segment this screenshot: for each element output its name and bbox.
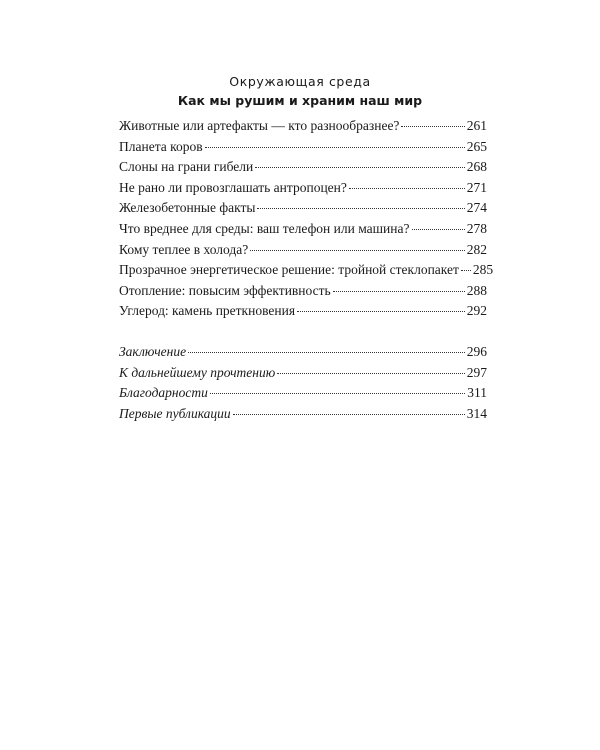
toc-entry-title: Отопление: повысим эффективность: [119, 282, 331, 298]
toc-dot-leader: [333, 291, 465, 292]
toc-entry: [119, 303, 487, 324]
toc-dot-leader: [461, 270, 471, 271]
toc-entry-title: Железобетонные факты: [119, 200, 256, 216]
section-subtitle: Как мы рушим и храним наш мир: [177, 93, 423, 108]
toc-entry-title: Животные или артефакты — кто разнообразнее?: [119, 118, 400, 133]
toc-entry-page: 271: [466, 179, 487, 195]
toc-dot-leader: [297, 311, 465, 312]
toc-entry-page: 274: [466, 200, 487, 216]
toc-entry: [119, 159, 487, 180]
toc-entry-page: 265: [466, 138, 487, 154]
toc-dot-leader: [412, 229, 465, 230]
back-matter-entry: [119, 344, 487, 365]
toc-entry: [119, 262, 494, 283]
back-matter-title: Первые публикации: [119, 405, 231, 421]
toc-list: [119, 118, 494, 324]
toc-dot-leader: [401, 126, 464, 127]
toc-dot-leader: [205, 147, 465, 148]
toc-entry-page: 285: [472, 262, 494, 278]
toc-dot-leader: [188, 352, 465, 353]
back-matter-entry: [119, 365, 487, 386]
back-matter-entry: [119, 385, 487, 406]
toc-entry: [119, 139, 487, 160]
back-matter-page: 296: [466, 344, 487, 359]
back-matter-page: 297: [466, 364, 487, 380]
toc-entry-page: 278: [466, 220, 487, 236]
toc-entry: [119, 180, 487, 201]
toc-entry-title: Прозрачное энергетическое решение: тройной стеклопакет: [119, 262, 459, 278]
toc-entry-title: Что вреднее для среды: ваш телефон или машина?: [119, 220, 410, 236]
toc-entry-title: Углерод: камень преткновения: [119, 303, 296, 319]
back-matter-title: Заключение: [119, 344, 187, 359]
back-matter-entry: [119, 406, 487, 427]
toc-entry-title: Слоны на грани гибели: [119, 159, 254, 175]
toc-entry: [119, 283, 487, 304]
toc-dot-leader: [250, 250, 465, 251]
toc-entry: [119, 221, 487, 242]
toc-entry-page: 292: [466, 303, 487, 319]
back-matter-page: 314: [466, 405, 487, 421]
toc-entry-page: 261: [466, 118, 487, 133]
back-matter-page: 311: [467, 385, 487, 401]
toc-dot-leader: [210, 393, 465, 394]
section-title: Окружающая среда: [229, 74, 371, 89]
toc-dot-leader: [233, 414, 465, 415]
toc-dot-leader: [349, 188, 465, 189]
toc-dot-leader: [257, 208, 464, 209]
toc-dot-leader: [255, 167, 464, 168]
toc-entry-page: 288: [466, 282, 487, 298]
toc-entry-title: Кому теплее в холода?: [119, 241, 249, 257]
toc-entry-title: Планета коров: [119, 138, 203, 154]
toc-entry-page: 268: [466, 159, 487, 175]
toc-entry: [119, 200, 487, 221]
back-matter-title: К дальнейшему прочтению: [119, 364, 276, 380]
back-matter-list: [119, 344, 487, 426]
toc-entry: [119, 242, 487, 263]
toc-entry: [119, 118, 487, 139]
toc-entry-page: 282: [466, 241, 487, 257]
toc-entry-title: Не рано ли провозглашать антропоцен?: [119, 179, 347, 195]
back-matter-title: Благодарности: [119, 385, 208, 401]
toc-dot-leader: [277, 373, 464, 374]
